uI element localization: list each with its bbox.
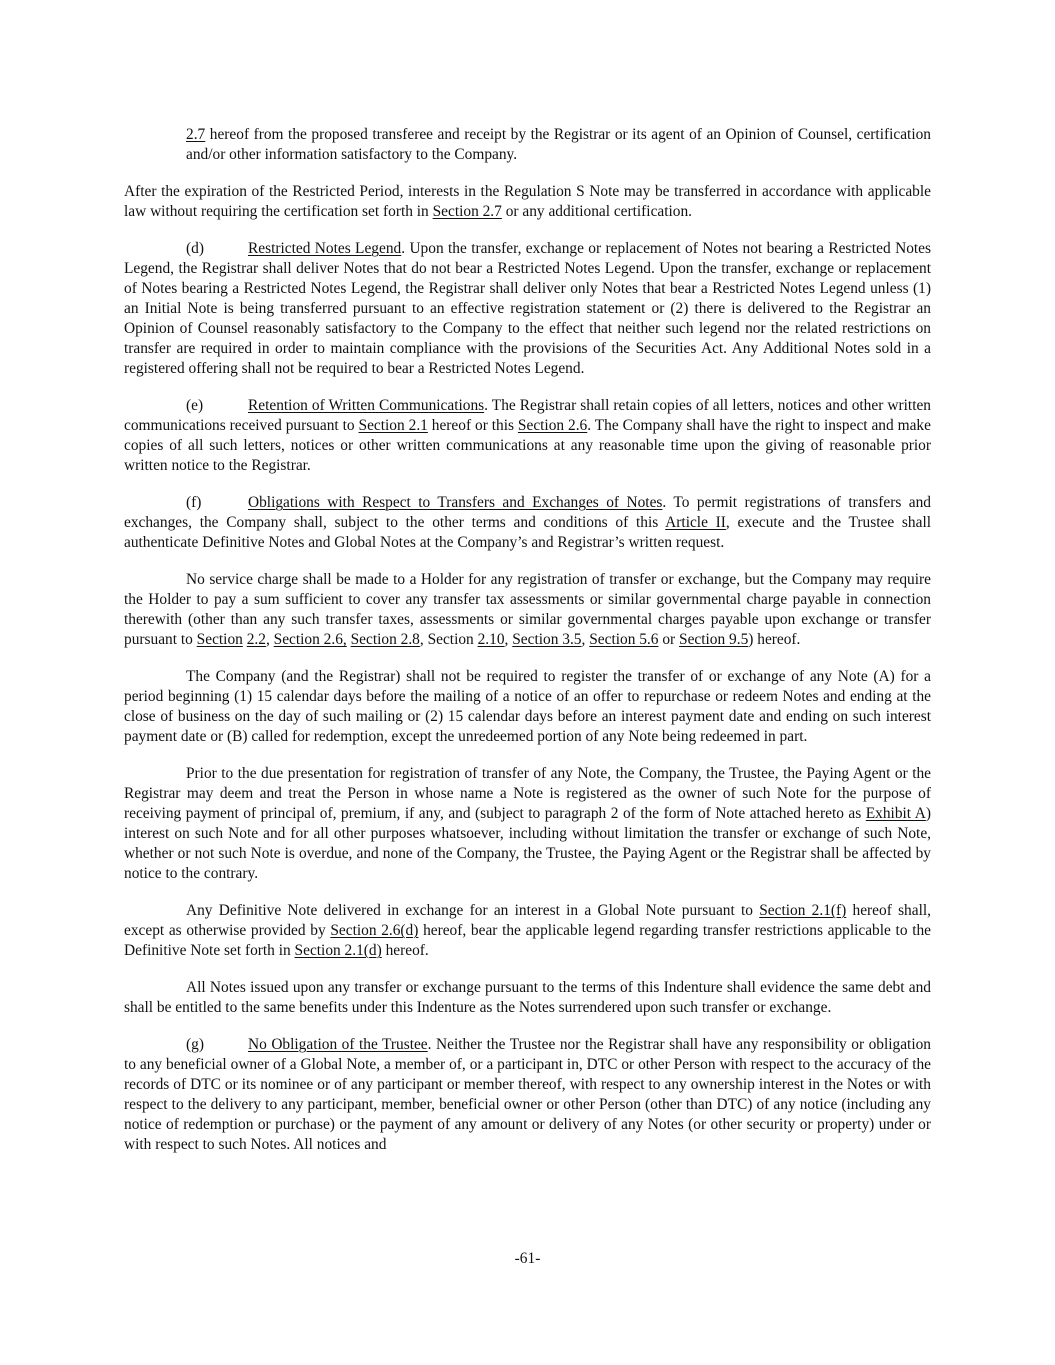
section-reference-link: Section 2.1(d) bbox=[294, 942, 382, 959]
section-reference-link: Section 2.7 bbox=[432, 203, 502, 220]
section-reference-link: 2.2 bbox=[246, 631, 266, 648]
section-reference-link: 2.10 bbox=[477, 631, 505, 648]
paragraph-all-notes: All Notes issued upon any transfer or exchange pursuant to the terms of this Indenture shall evidence the same debt and shall be entitled to the same benefits under this Indenture as the Notes surrendered upon such transfer or exchange. bbox=[124, 979, 931, 1016]
section-label: (g) bbox=[186, 1036, 204, 1053]
section-reference-link: Section 2.6, bbox=[273, 631, 347, 648]
section-reference-link: Section 2.1(f) bbox=[759, 902, 847, 919]
paragraph-not-required-to-register: The Company (and the Registrar) shall not be required to register the transfer of or exchange of any Note (A) for a period beginning (1) 15 calendar days before the mailing of a notice of an offer to repurchase or redeem Notes and ending at the close of business on the day of such mailing or (2) 15 calendar days before an interest payment date and ending on such interest payment date or (B) called for redemption, except the unredeemed portion of any Note being redeemed in part. bbox=[124, 668, 931, 745]
section-reference-link: Section 5.6 bbox=[589, 631, 659, 648]
section-g-no-obligation-of-trustee: (g) No Obligation of the Trustee. Neither the Trustee nor the Registrar shall have any responsibility or obligation to any beneficial owner of a Global Note, a member of, or a participant in, DTC or other Person with respect to the accuracy of the records of DTC or its nominee or of any participant or member thereof, with respect to any ownership interest in the Notes or with respect to the delivery to any participant, member, beneficial owner or other Person (other than DTC) of any notice (including any notice of redemption or purchase) or the payment of any amount or delivery of any Notes (or other security or property) under or with respect to such Notes. All notices and bbox=[124, 1036, 931, 1153]
page-number: -61- bbox=[514, 1250, 541, 1267]
section-reference-link: Section bbox=[196, 631, 243, 648]
section-reference-link: Section 2.1 bbox=[358, 417, 428, 434]
section-label: (f) bbox=[186, 494, 202, 511]
section-e-retention-of-communications: (e) Retention of Written Communications. The Registrar shall retain copies of all letters, notices and other written communications received pursuant to Section 2.1 hereof or this Section 2.6. The Company shall have the right to inspect and make copies of all such letters, notices or other written communications at any reasonable time upon the giving of reasonable prior written notice to the Registrar. bbox=[124, 397, 932, 474]
section-label: (e) bbox=[186, 397, 204, 414]
section-d-restricted-notes-legend: (d) Restricted Notes Legend. Upon the transfer, exchange or replacement of Notes not bearing a Restricted Notes Legend, the Registrar shall deliver Notes that do not bear a Restricted Notes Legend. Upon the transfer, exchange or replacement of Notes bearing a Restricted Notes Legend, the Registrar shall deliver only Notes that bear a Restricted Notes Legend unless (1) an Initial Note is being transferred pursuant to an effective registration statement or (2) there is delivered to the Registrar an Opinion of Counsel reasonably satisfactory to the Company to the effect that neither such legend nor the related restrictions on transfer are required in order to maintain compliance with the provisions of the Securities Act. Any Additional Notes sold in a registered offering shall not be required to bear a Restricted Notes Legend. bbox=[124, 240, 931, 377]
section-reference-link: Section 2.6(d) bbox=[330, 922, 419, 939]
paragraph-restricted-period: After the expiration of the Restricted Period, interests in the Regulation S Note may be transferred in accordance with applicable law without requiring the certification set forth in Section 2.7 or any additional certification. bbox=[124, 183, 931, 220]
section-heading: Retention of Written Communications bbox=[248, 397, 485, 414]
section-reference-link: Section 2.6 bbox=[517, 417, 588, 434]
section-reference-link: Section 2.8 bbox=[350, 631, 420, 648]
paragraph-definitive-note: Any Definitive Note delivered in exchange for an interest in a Global Note pursuant to Section 2.1(f) hereof shall, except as otherwise provided by Section 2.6(d) hereof, bear the applicable legend regarding transfer restrictions applicable to the Definitive Note set forth in Section 2.1(d) hereof. bbox=[124, 902, 932, 959]
section-f-obligations-transfers: (f) Obligations with Respect to Transfers and Exchanges of Notes. To permit registrations of transfers and exchanges, the Company shall, subject to the other terms and conditions of this Article II, execute and the Trustee shall authenticate Definitive Notes and Global Notes at the Company’s and Registrar’s written request. bbox=[124, 494, 931, 551]
section-reference-link: Section 3.5 bbox=[512, 631, 582, 648]
paragraph-prior-presentation: Prior to the due presentation for registration of transfer of any Note, the Company, the Trustee, the Paying Agent or the Registrar may deem and treat the Person in whose name a Note is registered as the owner of such Note for the purpose of receiving payment of principal of, premium, if any, and (subject to paragraph 2 of the form of Note attached hereto as Exhibit A) interest on such Note and for all other purposes whatsoever, including without limitation the transfer or exchange of such Note, whether or not such Note is overdue, and none of the Company, the Trustee, the Paying Agent or the Registrar shall be affected by notice to the contrary. bbox=[124, 765, 931, 882]
section-heading: No Obligation of the Trustee bbox=[248, 1036, 428, 1053]
section-reference-link: Section 9.5 bbox=[679, 631, 749, 648]
section-heading: Restricted Notes Legend bbox=[248, 240, 402, 257]
exhibit-reference-link: Exhibit A bbox=[865, 805, 926, 822]
document-page bbox=[124, 125, 931, 1172]
section-reference-link: 2.7 bbox=[186, 126, 206, 143]
paragraph-intro-continuation: 2.7 hereof from the proposed transferee and receipt by the Registrar or its agent of an Opinion of Counsel, certification and/or other information satisfactory to the Company. bbox=[186, 126, 931, 163]
section-heading: Obligations with Respect to Transfers and Exchanges of Notes bbox=[248, 494, 663, 511]
section-label: (d) bbox=[186, 240, 204, 257]
paragraph-service-charge: No service charge shall be made to a Holder for any registration of transfer or exchange, but the Company may require the Holder to pay a sum sufficient to cover any transfer tax assessments or similar governmental charge payable in connection therewith (other than any such transfer taxes, assessments or similar governmental charges payable upon exchange or transfer pursuant to Section 2.2, Section 2.6, Section 2.8, Section 2.10, Section 3.5, Section 5.6 or Section 9.5) hereof. bbox=[124, 571, 931, 648]
article-reference-link: Article II bbox=[665, 514, 726, 531]
